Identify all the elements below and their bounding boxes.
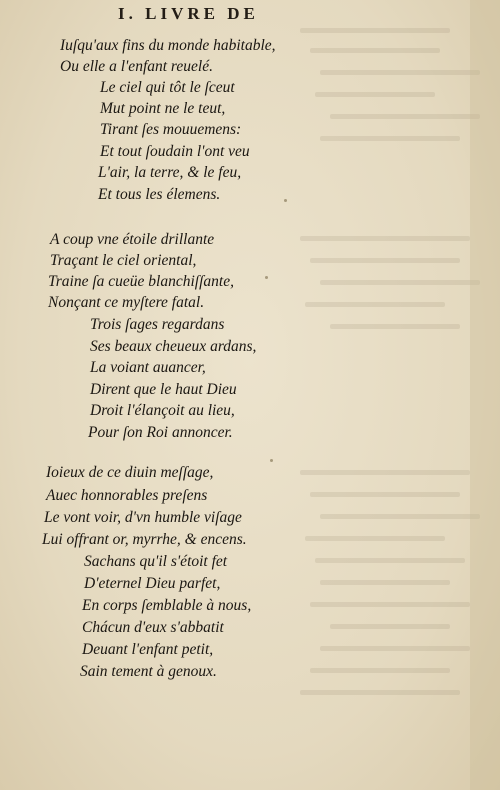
verse-line: Sain tement à genoux. bbox=[80, 663, 217, 680]
verse-line: Iuſqu'aux fins du monde habitable, bbox=[60, 37, 276, 54]
verse-line: Ou elle a l'enfant reuelé. bbox=[60, 58, 213, 75]
verse-line: Le vont voir, d'vn humble viſage bbox=[44, 509, 242, 526]
verse-line: Tirant ſes mouuemens: bbox=[100, 121, 242, 138]
verse-line: Et tous les élemens. bbox=[98, 186, 221, 203]
verse-line: Lui offrant or, myrrhe, & encens. bbox=[42, 531, 247, 548]
verse-line: Traine ſa cueüe blanchiſſante, bbox=[48, 273, 234, 290]
verse-line: Le ciel qui tôt le ſceut bbox=[100, 79, 235, 96]
verse-line: A coup vne étoile drillante bbox=[50, 231, 215, 248]
ink-speck bbox=[284, 199, 287, 202]
verse-line: Traçant le ciel oriental, bbox=[50, 252, 197, 269]
ink-speck bbox=[265, 276, 268, 279]
ink-speck bbox=[270, 459, 273, 462]
verse-line: En corps ſemblable à nous, bbox=[82, 597, 252, 614]
verse-line: Trois ſages regardans bbox=[90, 316, 225, 333]
verse-line: D'eternel Dieu parfet, bbox=[84, 575, 221, 592]
running-header: I. LIVRE DE bbox=[118, 4, 259, 23]
verse-line: Chácun d'eux s'abbatit bbox=[82, 619, 224, 636]
verse-line: Deuant l'enfant petit, bbox=[82, 641, 214, 658]
verse-line: Sachans qu'il s'étoit fet bbox=[84, 553, 228, 570]
verse-line: Mut point ne le teut, bbox=[100, 100, 226, 117]
verse-line: La voiant auancer, bbox=[90, 359, 206, 376]
verse-line: Et tout ſoudain l'ont veu bbox=[100, 143, 250, 160]
verse-line: L'air, la terre, & le feu, bbox=[98, 164, 242, 181]
verse-line: Droit l'élançoit au lieu, bbox=[90, 402, 235, 419]
verse-line: Pour ſon Roi annoncer. bbox=[88, 424, 233, 441]
verse-line: Dirent que le haut Dieu bbox=[90, 381, 237, 398]
verse-line: Nonçant ce myſtere fatal. bbox=[48, 294, 205, 311]
verse-line: Ses beaux cheueux ardans, bbox=[90, 338, 257, 355]
verse-line: Auec honnorables preſens bbox=[46, 487, 208, 504]
verse-line: Ioieux de ce diuin meſſage, bbox=[46, 464, 214, 481]
